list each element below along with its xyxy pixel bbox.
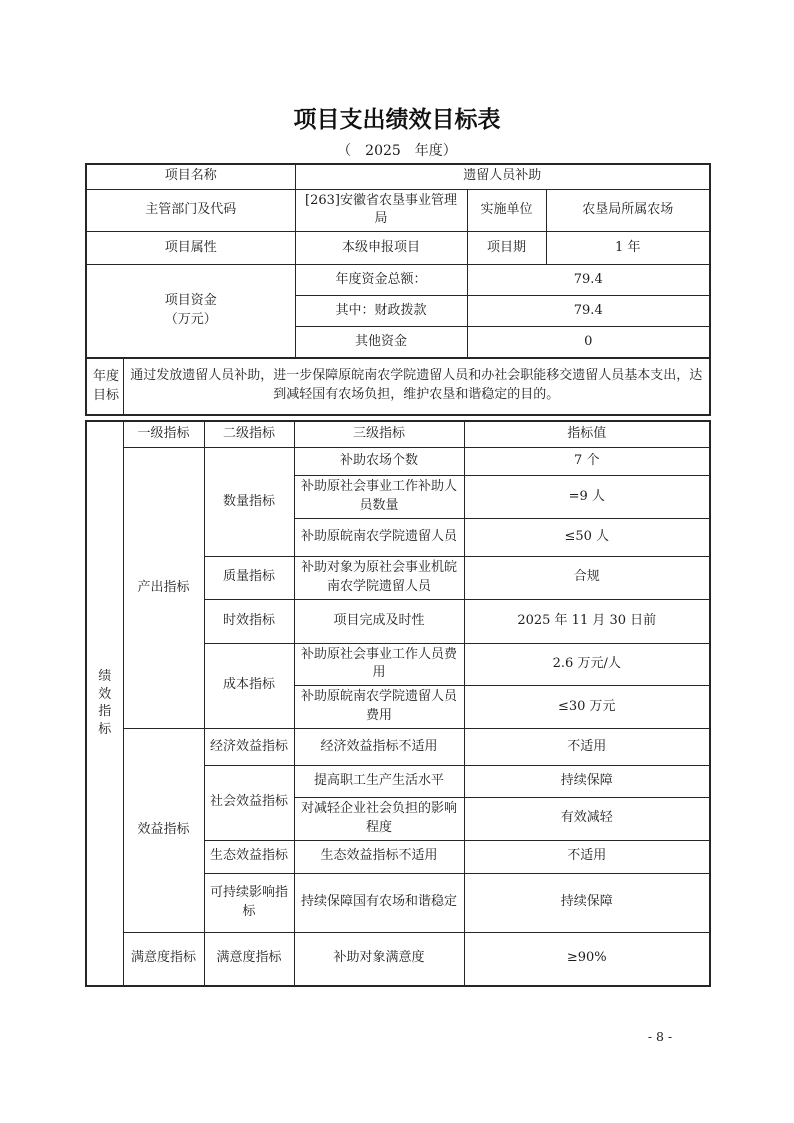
funds-fiscal-value: 79.4 <box>467 296 710 327</box>
annual-goal-text: 通过发放遗留人员补助，进一步保障原皖南农学院遗留人员和办社会职能移交遗留人员基本支出，达到减轻国有农场负担，维护农垦和谐稳定的目的。 <box>123 358 710 415</box>
level2-ecological: 生态效益指标 <box>204 840 294 873</box>
page-number: - 8 - <box>647 1029 673 1044</box>
level2-quantity: 数量指标 <box>204 448 294 557</box>
level2-quality: 质量指标 <box>204 556 294 599</box>
document-content <box>85 106 709 987</box>
document-title: 项目支出绩效目标表 <box>293 107 501 133</box>
level3-cell: 补助原社会事业工作人员费用 <box>294 643 464 686</box>
level2-economic: 经济效益指标 <box>204 728 294 765</box>
impl-unit-value: 农垦局所属农场 <box>546 189 710 232</box>
value-cell: 2.6 万元/人 <box>464 643 710 686</box>
level1-benefit: 效益指标 <box>123 728 204 932</box>
value-cell: 合规 <box>464 556 710 599</box>
attribute-label: 项目属性 <box>86 232 295 265</box>
level2-cost: 成本指标 <box>204 643 294 728</box>
value-cell: 不适用 <box>464 840 710 873</box>
value-cell: 持续保障 <box>464 873 710 932</box>
header-value: 指标值 <box>464 421 710 448</box>
funds-total-label: 年度资金总额： <box>295 265 467 296</box>
level3-cell: 补助对象为原社会事业机皖南农学院遗留人员 <box>294 556 464 599</box>
level3-cell: 补助原社会事业工作补助人员数量 <box>294 476 464 519</box>
level3-cell: 持续保障国有农场和谐稳定 <box>294 873 464 932</box>
funds-label <box>86 265 295 358</box>
funds-label-line2: （万元） <box>164 311 217 327</box>
value-cell: 2025 年 11 月 30 日前 <box>464 599 710 643</box>
period-value: 1 年 <box>546 232 710 265</box>
value-cell: 7 个 <box>464 448 710 476</box>
level2-sustainability: 可持续影响指标 <box>204 873 294 932</box>
level3-cell: 补助原皖南农学院遗留人员 <box>294 518 464 556</box>
project-info-table <box>85 163 711 359</box>
value-cell: =9 人 <box>464 476 710 519</box>
period-label: 项目期 <box>467 232 546 265</box>
level3-cell: 补助对象满意度 <box>294 932 464 986</box>
level3-cell: 生态效益指标不适用 <box>294 840 464 873</box>
value-cell: ≤30 万元 <box>464 686 710 729</box>
dept-code-row <box>86 189 710 232</box>
impl-unit-label: 实施单位 <box>467 189 546 232</box>
level3-cell: 补助原皖南农学院遗留人员费用 <box>294 686 464 729</box>
indicators-side-label: 绩效指标 <box>86 421 123 986</box>
header-level3: 三级指标 <box>294 421 464 448</box>
funds-fiscal-label: 其中：财政拨款 <box>295 296 467 327</box>
value-cell: 持续保障 <box>464 765 710 797</box>
project-name-row <box>86 164 710 189</box>
annual-goal-label: 年度目标 <box>86 358 123 415</box>
annual-goal-row <box>86 358 710 415</box>
level2-satisfaction: 满意度指标 <box>204 932 294 986</box>
funds-other-value: 0 <box>467 327 710 358</box>
funds-total-value: 79.4 <box>467 265 710 296</box>
level3-cell: 提高职工生产生活水平 <box>294 765 464 797</box>
project-name-value: 遗留人员补助 <box>295 164 710 189</box>
value-cell: 有效减轻 <box>464 797 710 840</box>
attribute-value: 本级申报项目 <box>295 232 467 265</box>
dept-code-value: [263]安徽省农垦事业管理局 <box>295 189 467 232</box>
indicator-row <box>86 932 710 986</box>
level2-timeliness: 时效指标 <box>204 599 294 643</box>
header-level2: 二级指标 <box>204 421 294 448</box>
funds-label-line1: 项目资金 <box>164 293 217 309</box>
level3-cell: 对减轻企业社会负担的影响程度 <box>294 797 464 840</box>
level1-output: 产出指标 <box>123 448 204 729</box>
project-name-label: 项目名称 <box>86 164 295 189</box>
indicators-header-row <box>86 421 710 448</box>
level3-cell: 补助农场个数 <box>294 448 464 476</box>
document-subtitle: （ 2025 年度） <box>337 143 457 159</box>
value-cell: ≥90% <box>464 932 710 986</box>
indicators-table <box>85 420 711 987</box>
level3-cell: 经济效益指标不适用 <box>294 728 464 765</box>
dept-code-label: 主管部门及代码 <box>86 189 295 232</box>
level1-satisfaction: 满意度指标 <box>123 932 204 986</box>
attribute-row <box>86 232 710 265</box>
level3-cell: 项目完成及时性 <box>294 599 464 643</box>
indicator-row <box>86 728 710 765</box>
funds-other-label: 其他资金 <box>295 327 467 358</box>
header-level1: 一级指标 <box>123 421 204 448</box>
value-cell: ≤50 人 <box>464 518 710 556</box>
funds-row-total <box>86 265 710 296</box>
level2-social: 社会效益指标 <box>204 765 294 840</box>
value-cell: 不适用 <box>464 728 710 765</box>
indicator-row <box>86 448 710 476</box>
annual-goal-table <box>85 357 711 416</box>
